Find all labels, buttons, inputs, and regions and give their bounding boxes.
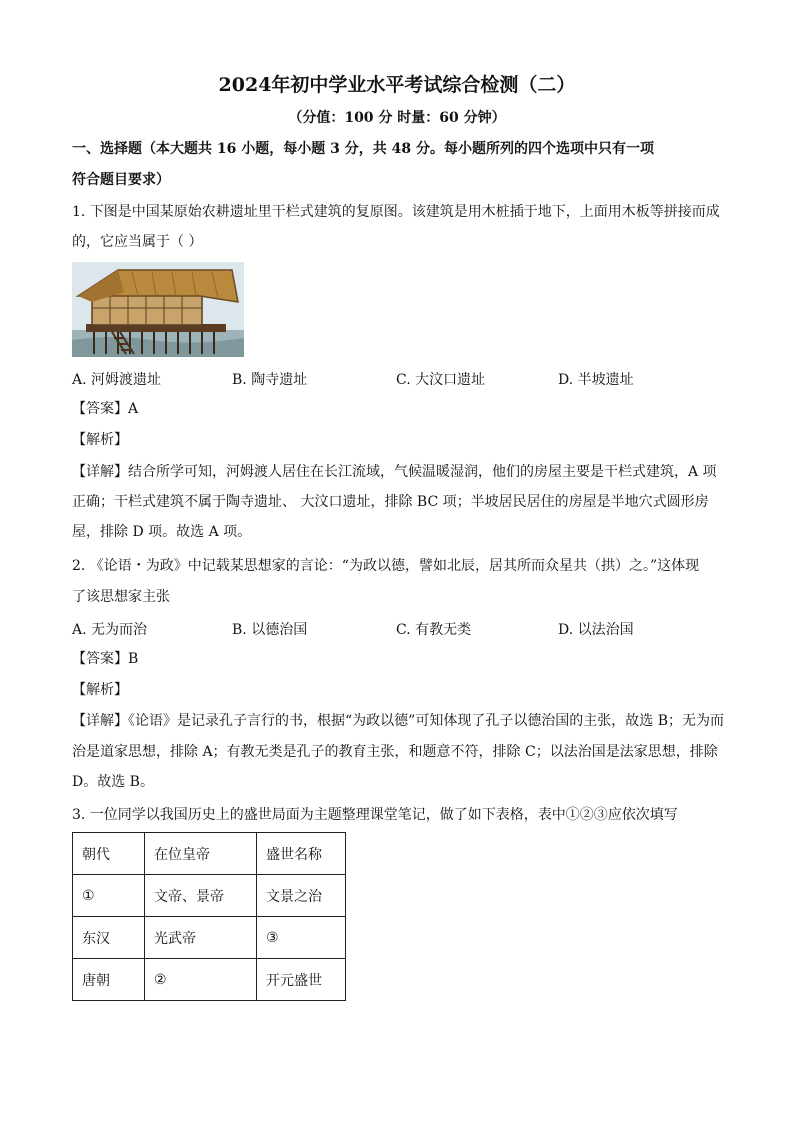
- q3-stem: 3. 一位同学以我国历史上的盛世局面为主题整理课堂笔记，做了如下表格，表中①②③应依次填写: [72, 807, 678, 823]
- section-heading-line-1: 一、选择题（本大题共 16 小题，每小题 3 分，共 48 分。每小题所列的四个选项中只有一项: [72, 141, 654, 157]
- q2-analysis-label: 【解析】: [72, 682, 128, 698]
- q1-option-a: A. 河姆渡遗址: [72, 372, 162, 388]
- q1-stem-line-1: 1. 下图是中国某原始农耕遗址里干栏式建筑的复原图。该建筑是用木桩插于地下，上面用木板等拼接而成: [72, 204, 720, 220]
- q2-option-b: B. 以德治国: [232, 622, 308, 638]
- q1-detail-line-3: 屋，排除 D 项。故选 A 项。: [72, 524, 252, 540]
- q1-answer: 【答案】A: [72, 401, 139, 417]
- q2-detail-line-2: 治是道家思想，排除 A；有教无类是孔子的教育主张，和题意不符，排除 C；以法治国是法家思想，排除: [72, 744, 718, 760]
- table-cell: 开元盛世: [257, 959, 346, 1001]
- table-cell: 光武帝: [145, 917, 257, 959]
- q2-detail-line-3: D。故选 B。: [72, 774, 154, 790]
- table-cell: ①: [73, 875, 145, 917]
- table-cell: 文景之治: [257, 875, 346, 917]
- table-row: [73, 917, 346, 959]
- table-header-cell: 盛世名称: [257, 833, 346, 875]
- table-header-cell: 在位皇帝: [145, 833, 257, 875]
- table-cell: ②: [145, 959, 257, 1001]
- dynasty-table: [72, 832, 346, 1001]
- q2-option-d: D. 以法治国: [558, 622, 634, 638]
- q2-option-c: C. 有教无类: [396, 622, 472, 638]
- q2-detail-line-1: 【详解】《论语》是记录孔子言行的书，根据“为政以德”可知体现了孔子以德治国的主张，故选 B；无为而: [72, 713, 725, 729]
- table-cell: 唐朝: [73, 959, 145, 1001]
- q2-stem-line-1: 2. 《论语・为政》中记载某思想家的言论：“为政以德，譬如北辰，居其所而众星共（拱）之。”这体现: [72, 558, 700, 574]
- q2-stem-line-2: 了该思想家主张: [72, 589, 170, 605]
- q1-detail-line-1: 【详解】结合所学可知，河姆渡人居住在长江流域，气候温暖湿润，他们的房屋主要是干栏式建筑，A 项: [72, 464, 717, 480]
- q2-option-a: A. 无为而治: [72, 622, 148, 638]
- table-cell: 文帝、景帝: [145, 875, 257, 917]
- q1-option-d: D. 半坡遗址: [558, 372, 634, 388]
- table-header-cell: 朝代: [73, 833, 145, 875]
- q1-option-c: C. 大汶口遗址: [396, 372, 486, 388]
- q1-option-b: B. 陶寺遗址: [232, 372, 308, 388]
- table-header-row: [73, 833, 346, 875]
- q1-detail-line-2: 正确；干栏式建筑不属于陶寺遗址、 大汶口遗址，排除 BC 项；半坡居民居住的房屋是半地穴式圆形房: [72, 494, 709, 510]
- table-cell: ③: [257, 917, 346, 959]
- page-title: 2024年初中学业水平考试综合检测（二）: [218, 74, 576, 96]
- q1-stem-line-2: 的，它应当属于（ ）: [72, 234, 203, 250]
- table-row: [73, 959, 346, 1001]
- q2-answer: 【答案】B: [72, 651, 139, 667]
- section-heading-line-2: 符合题目要求）: [72, 172, 170, 188]
- table-row: [73, 875, 346, 917]
- page-subtitle: （分值：100 分 时量：60 分钟）: [288, 110, 506, 126]
- stilt-house-illustration: [72, 262, 244, 357]
- table-cell: 东汉: [73, 917, 145, 959]
- q1-analysis-label: 【解析】: [72, 432, 128, 448]
